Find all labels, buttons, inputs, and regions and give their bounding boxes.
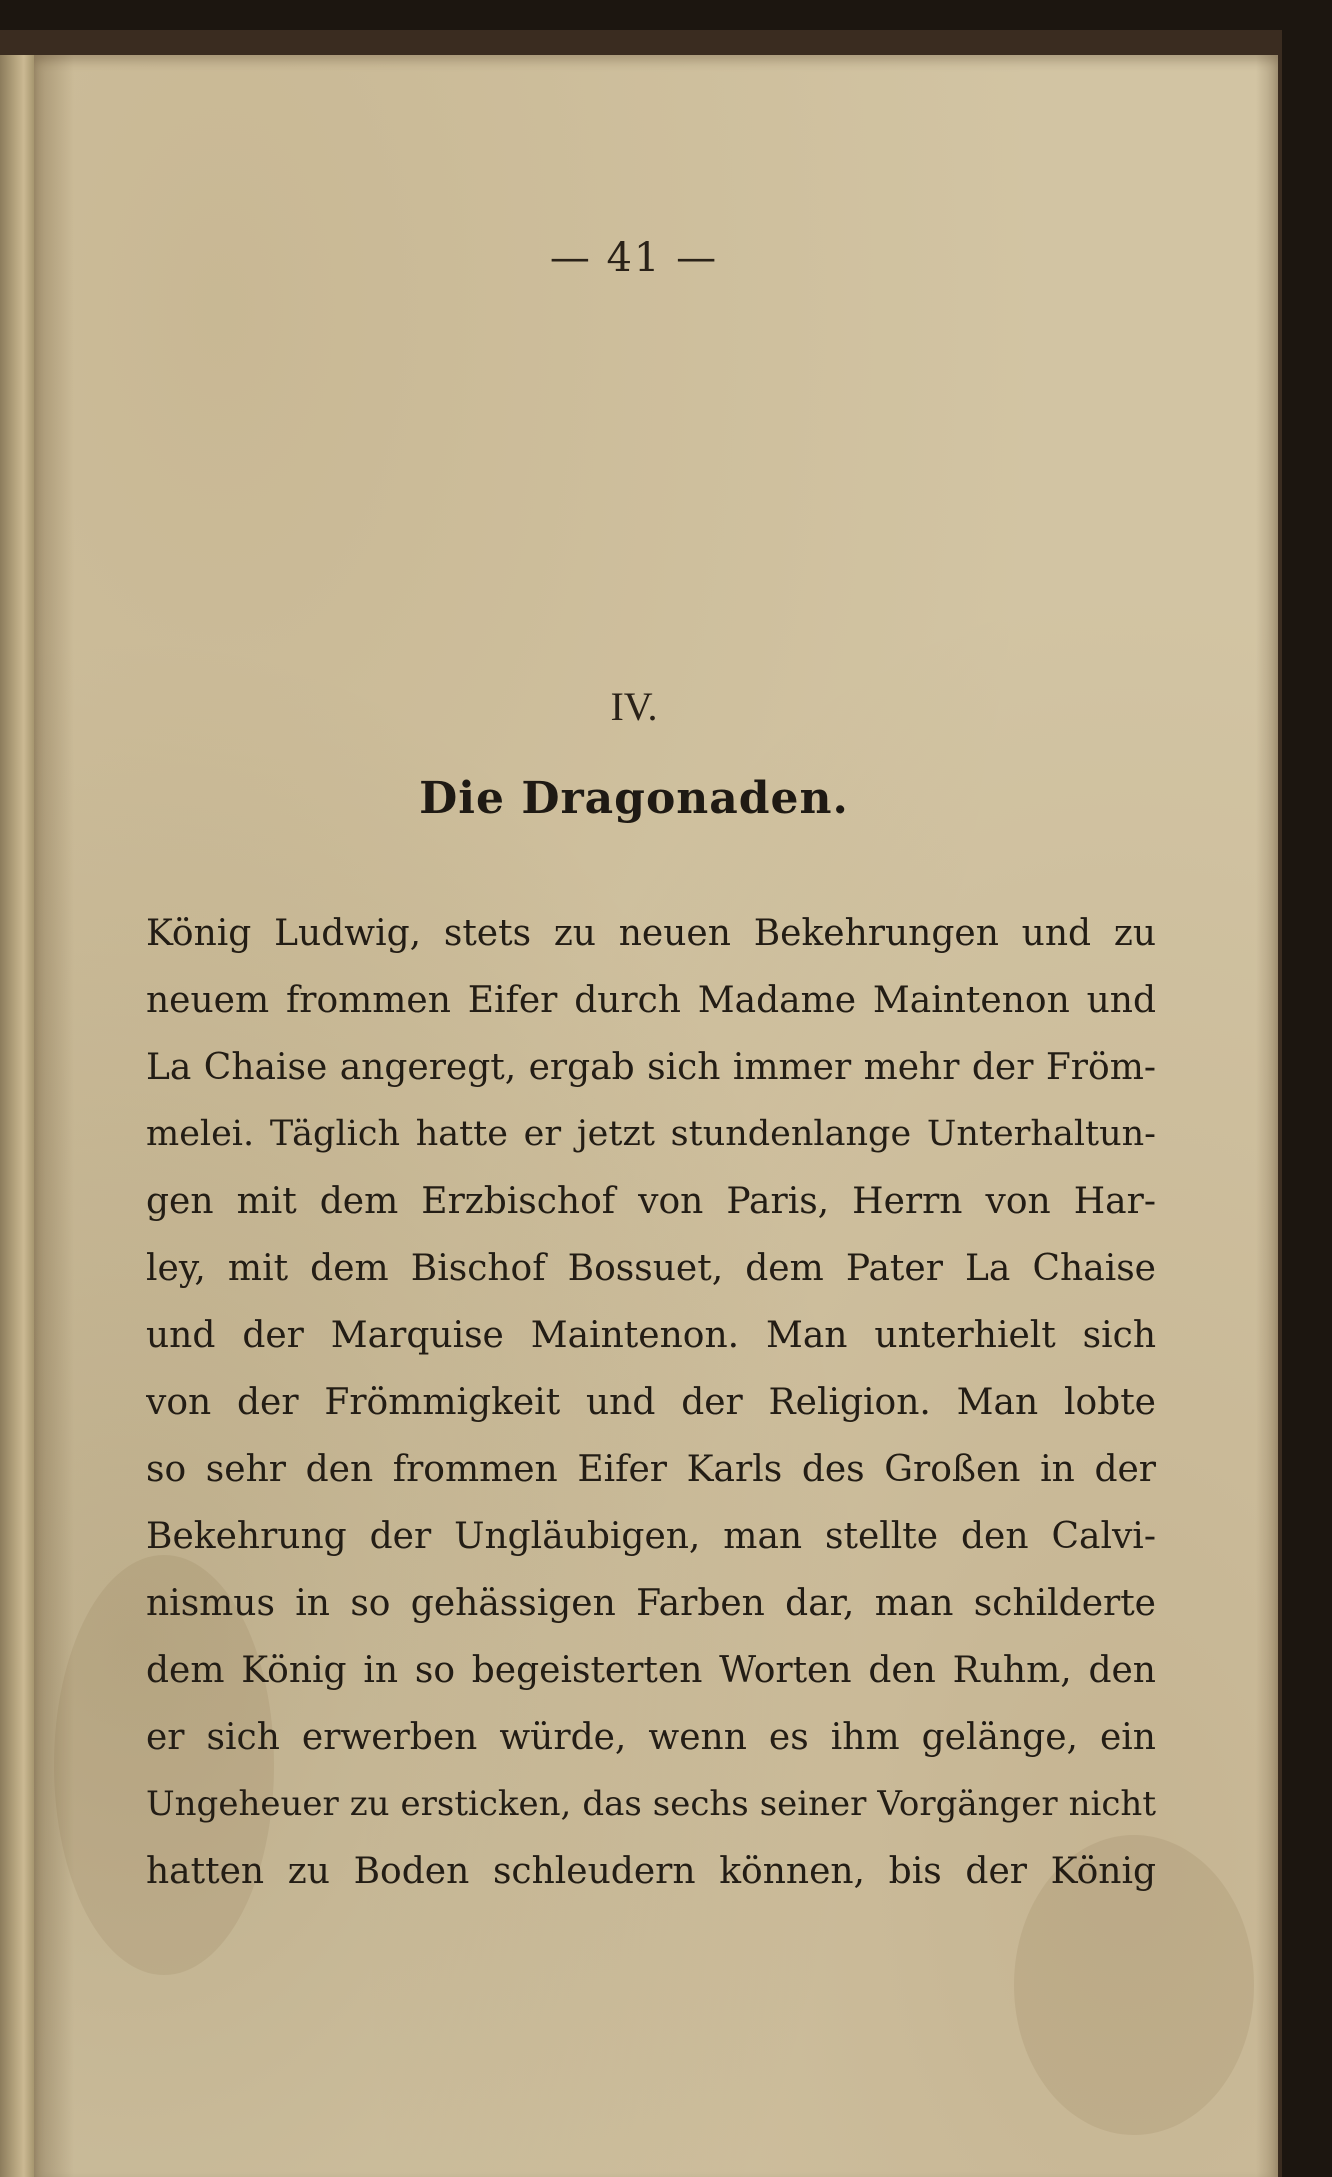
text-line: gen mit dem Erzbischof von Paris, Herrn von Har- xyxy=(146,1181,1156,1222)
chapter-title: Die Dragonaden. xyxy=(419,773,849,824)
text-line: so sehr den frommen Eifer Karls des Großen in der xyxy=(146,1449,1156,1490)
body-text xyxy=(146,900,1156,1905)
text-line: melei. Täglich hatte er jetzt stundenlange Unterhaltun- xyxy=(146,1114,1156,1154)
page-number: — 41 — xyxy=(549,235,719,281)
text-line: hatten zu Boden schleudern können, bis der König xyxy=(146,1851,1156,1892)
text-line: neuem frommen Eifer durch Madame Maintenon und xyxy=(146,980,1156,1021)
text-line: dem König in so begeisterten Worten den Ruhm, den xyxy=(146,1650,1156,1691)
text-line: König Ludwig, stets zu neuen Bekehrungen und zu xyxy=(146,913,1156,954)
text-line: La Chaise angeregt, ergab sich immer mehr der Fröm- xyxy=(146,1047,1156,1088)
text-line: von der Frömmigkeit und der Religion. Man lobte xyxy=(146,1382,1156,1423)
text-line: Bekehrung der Ungläubigen, man stellte den Calvi- xyxy=(146,1516,1156,1557)
previous-page-edge xyxy=(0,55,34,2177)
text-line: nismus in so gehässigen Farben dar, man schilderte xyxy=(146,1583,1156,1624)
text-line: und der Marquise Maintenon. Man unterhielt sich xyxy=(146,1315,1156,1356)
chapter-number: IV. xyxy=(610,684,658,729)
text-line: ley, mit dem Bischof Bossuet, dem Pater La Chaise xyxy=(146,1248,1156,1289)
book-page xyxy=(34,55,1278,2177)
text-line: Ungeheuer zu ersticken, das sechs seiner Vorgänger nicht xyxy=(146,1784,1156,1824)
text-line: er sich erwerben würde, wenn es ihm gelänge, ein xyxy=(146,1717,1156,1758)
